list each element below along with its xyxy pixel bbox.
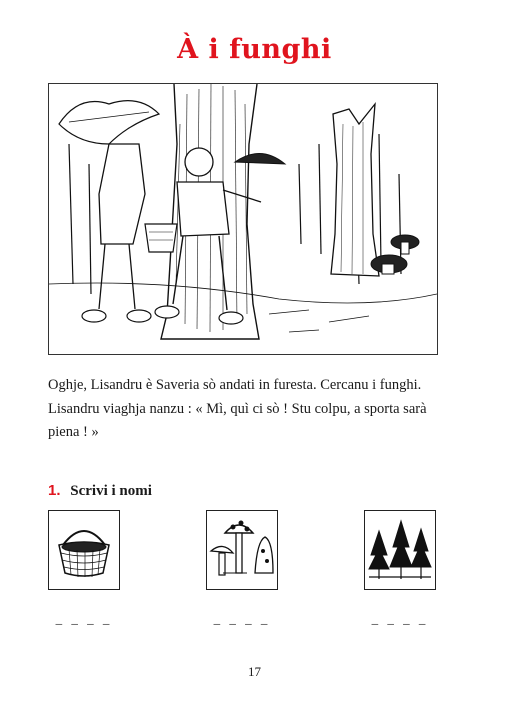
basket-icon [49,511,119,589]
answer-blank-2[interactable]: _ _ _ _ [213,611,271,626]
mushrooms-icon [207,511,277,589]
forest-picture [364,510,436,590]
story-paragraph: Oghje, Lisandru è Saveria sò andati in furesta. Cercanu i funghi. Lisandru viaghja nanzu : « Mì, quì ci sò ! Stu colpu, a sporta sarà piena ! » [48,377,427,440]
exercise-number: 1. [48,482,61,499]
page-title: À i funghi [177,34,332,65]
answer-blank-1[interactable]: _ _ _ _ [55,611,113,626]
forest-scene-illustration [48,83,438,355]
forest-icon [365,511,435,589]
answer-blank-3[interactable]: _ _ _ _ [371,611,429,626]
basket-picture [48,510,120,590]
page-number: 17 [248,664,261,679]
exercise-heading [48,482,152,500]
mushrooms-picture [206,510,278,590]
exercise-instruction: Scrivi i nomi [70,483,152,499]
